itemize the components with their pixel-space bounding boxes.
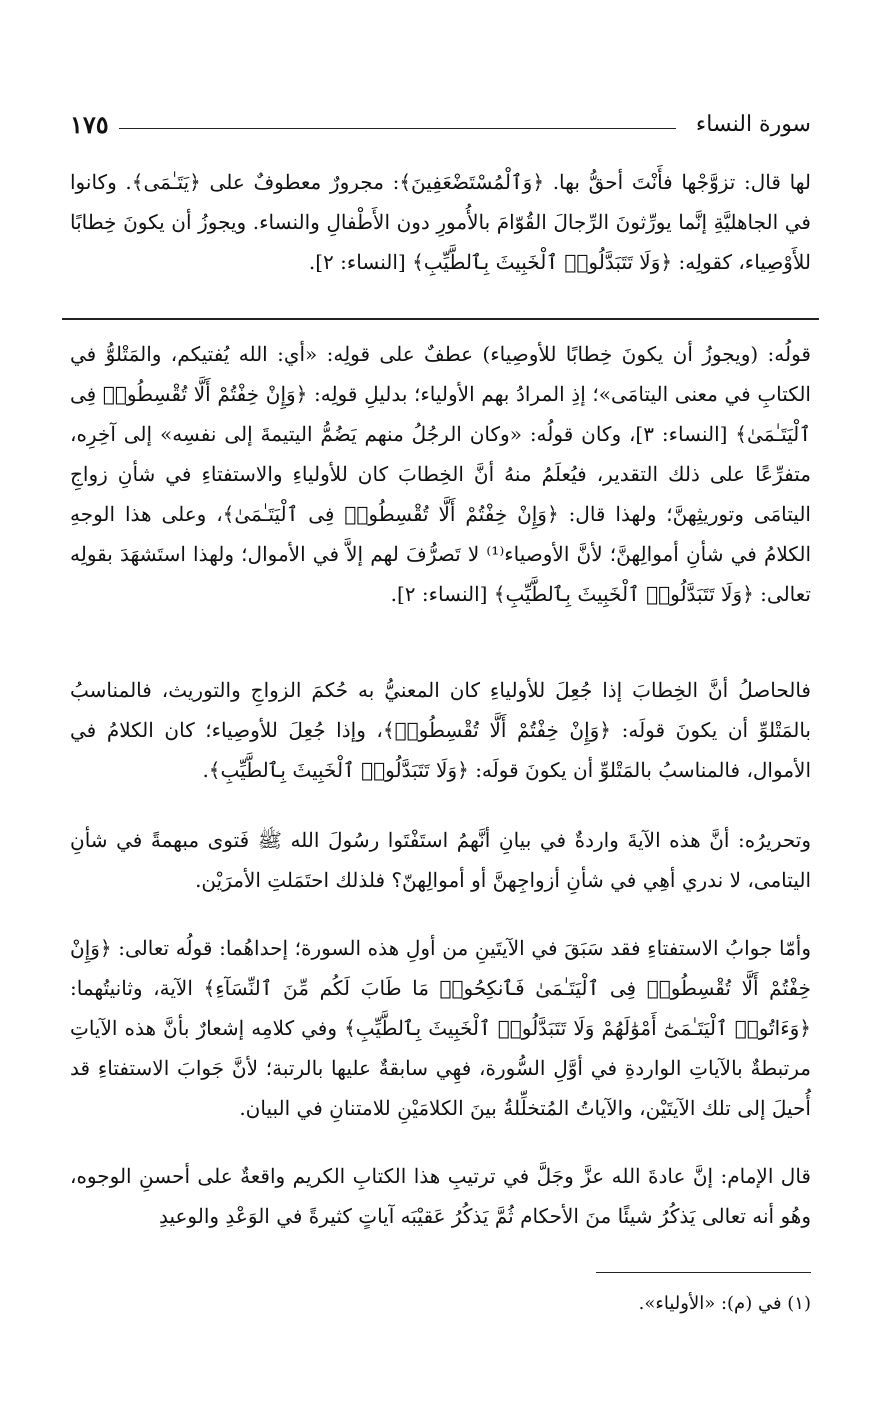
book-page xyxy=(70,0,811,1411)
commentary-text: وتحريرُه: أنَّ هذه الآيةَ واردةٌ في بيانِ أنَّهمُ استَفْتَوا رسُولَ الله ﷺ فَتوى مبهمةً في شأنِ اليتامى، لا ندري أهِي في شأنِ أزواجِهنَّ أو أموالِهنّ؟ فلذلك احتَمَلتِ الأمرَيْن. xyxy=(70,828,811,892)
commentary-paragraph-1 xyxy=(70,334,811,614)
footnote-rule xyxy=(596,1272,811,1273)
commentary-paragraph-4 xyxy=(70,928,811,1128)
footnote: (١) في (م): «الأولياء». xyxy=(638,1293,811,1314)
section-divider xyxy=(62,318,819,320)
page-number: ١٧٥ xyxy=(70,109,109,139)
commentary-text: قال الإمام: إنَّ عادةَ الله عزَّ وجَلَّ في ترتيبِ هذا الكتابِ الكريم واقعةٌ على أحسنِ الوجوه، وهُو أنه تعالى يَذكُرُ شيئًا منَ الأحكام ثُمَّ يَذكُرُ عَقيْبَه آياتٍ كثيرةً في الوَعْدِ والوعيدِ xyxy=(70,1164,811,1228)
commentary-text: وأمّا جوابُ الاستفتاءِ فقد سَبَقَ في الآيتَينِ من أولِ هذه السورة؛ إحداهُما: قولُه تعالى: ﴿وَإِنْ خِفْتُمْ أَلَّا تُقْسِطُوا۟ فِى ٱلْيَتَـٰمَىٰ فَٱنكِحُوا۟ مَا طَابَ لَكُم مِّنَ ٱلنِّسَآءِ﴾ الآية، وثانيتُهما: ﴿وَءَاتُوا۟ ٱلْيَتَـٰمَىٰٓ أَمْوَٰلَهُمْ وَلَا تَتَبَدَّلُوا۟ ٱلْخَبِيثَ بِٱلطَّيِّبِ﴾ وفي كلامِه إشعارٌ بأنَّ هذه الآياتِ مرتبطةٌ بالآياتِ الواردةِ في أوَّلِ السُّورة، فهِي سابقةٌ عليها بالرتبة؛ لأنَّ جَوابَ الاستفتاءِ قد أُحيلَ إلى تلك الآيتَيْن، والآياتُ المُتخلِّلةُ بينَ الكلامَيْنِ للامتنانِ في البيان. xyxy=(70,936,812,1120)
header-rule xyxy=(119,128,676,129)
commentary-paragraph-5 xyxy=(70,1156,811,1236)
tafsir-paragraph: لها قال: تزوَّجْها فأَنْتَ أحقُّ بها. ﴿وَٱلْمُسْتَضْعَفِينَ﴾: مجرورٌ معطوفٌ على ﴿يَتَـٰمَى﴾. وكانوا في الجاهليَّةِ إنَّما يورِّثونَ الرِّجالَ القُوّامَ بالأُمورِ دون الأَطْفالِ والنساء. ويجوزُ أن يكونَ خِطابًا للأَوْصِياء، كقولِه: ﴿وَلَا تَتَبَدَّلُوا۟ ٱلْخَبِيثَ بِٱلطَّيِّبِ﴾ [النساء: ٢]. xyxy=(70,170,811,274)
commentary-text: قولُه: (ويجوزُ أن يكونَ خِطابًا للأوصِياء) عطفٌ على قولِه: «أي: الله يُفتيكم، والمَتْلوُّ في الكتابِ في معنى اليتامَى»؛ إذِ المرادُ بهم الأولياء؛ بدليلِ قولِه: ﴿وَإِنْ خِفْتُمْ أَلَّا تُقْسِطُوا۟ فِى ٱلْيَتَـٰمَىٰ﴾ [النساء: ٣]، وكان قولُه: «وكان الرجُلُ منهم يَضُمُّ اليتيمةَ إلى نفسِه» إلى آخِرِه، متفرِّعًا على ذلك التقدير، فيُعلَمُ منهُ أنَّ الخِطابَ كان للأولياءِ والاستفتاءِ في شأنِ زواجِ اليتامَى وتوريثِهنَّ؛ ولهذا قال: ﴿وَإِنْ خِفْتُمْ أَلَّا تُقْسِطُوا۟ فِى ٱلْيَتَـٰمَىٰ﴾، وعلى هذا الوجهِ الكلامُ في شأنِ أموالِهنَّ؛ لأنَّ الأوصياء⁽¹⁾ لا تَصرُّفَ لهم إلاَّ في الأموال؛ ولهذا استَشهَدَ بقولِه تعالى: ﴿وَلَا تَتَبَدَّلُوا۟ ٱلْخَبِيثَ بِٱلطَّيِّبِ﴾ [النساء: ٢]. xyxy=(70,342,812,606)
surah-name: سورة النساء xyxy=(695,111,811,137)
commentary-text: فالحاصلُ أنَّ الخِطابَ إذا جُعِلَ للأولياءِ كان المعنيُّ به حُكمَ الزواجِ والتوريث، فالمناسبُ بالمَتْلوِّ أن يكونَ قولَه: ﴿وَإِنْ خِفْتُمْ أَلَّا تُقْسِطُوا۟﴾، وإذا جُعِلَ للأوصِياء؛ كان الكلامُ في الأموال، فالمناسبُ بالمَتْلوِّ أن يكونَ قولَه: ﴿وَلَا تَتَبَدَّلُوا۟ ٱلْخَبِيثَ بِٱلطَّيِّبِ﴾. xyxy=(70,678,811,782)
page-header xyxy=(70,104,811,144)
tafsir-text xyxy=(70,162,811,282)
commentary-paragraph-3 xyxy=(70,820,811,900)
commentary-paragraph-2 xyxy=(70,670,811,790)
